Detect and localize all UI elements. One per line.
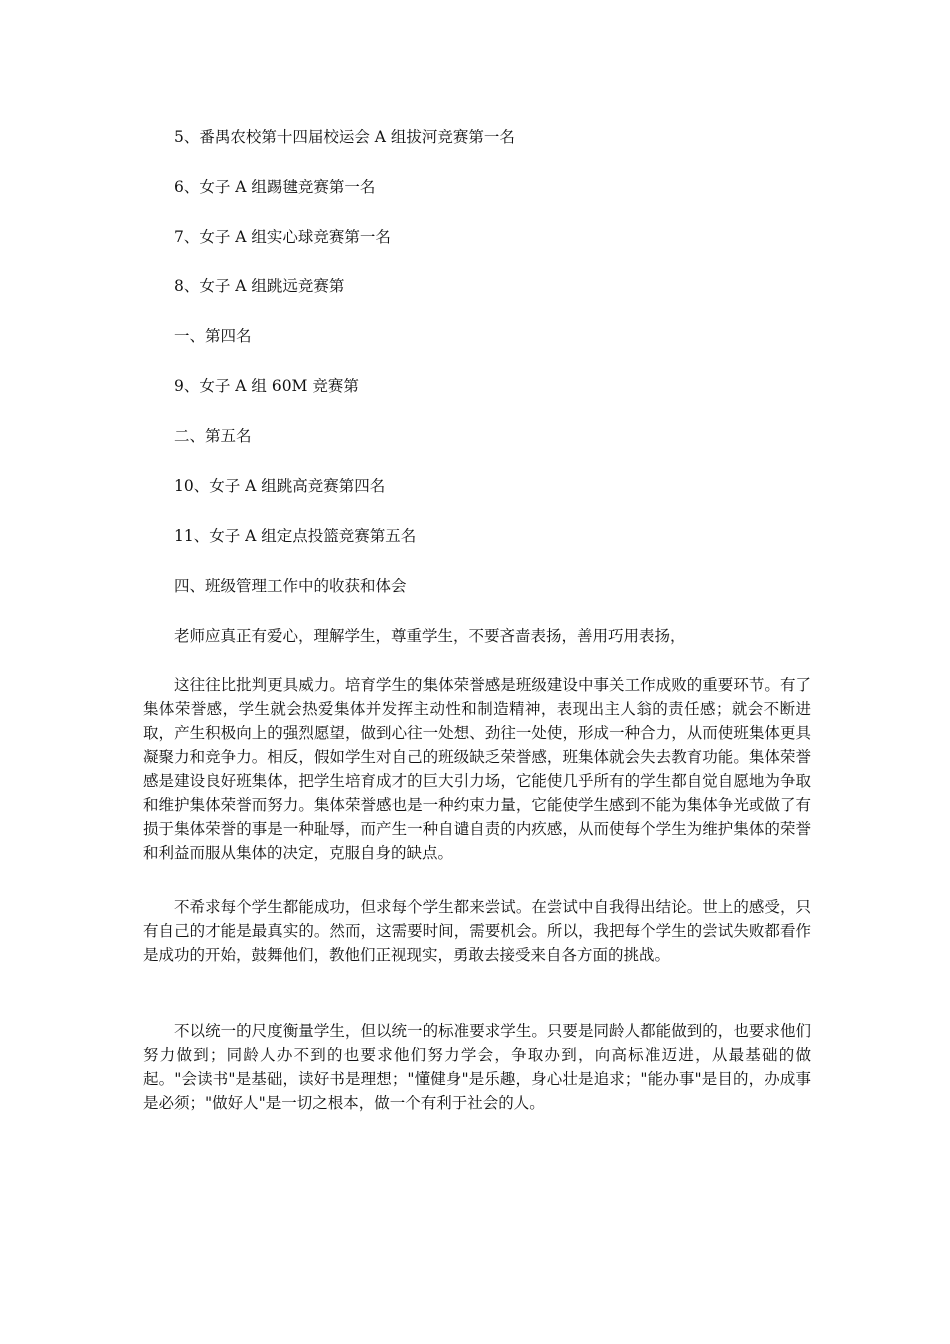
award-item-7: 7、女子 A 组实心球竞赛第一名 [174,228,391,246]
section-heading: 四、班级管理工作中的收获和体会 [174,577,407,595]
award-item-11: 11、女子 A 组定点投篮竞赛第五名 [174,527,417,545]
intro-line: 老师应真正有爱心，理解学生，尊重学生，不要吝啬表扬，善用巧用表扬， [174,627,686,645]
award-item-9: 9、女子 A 组 60M 竞赛第 [174,377,359,395]
paragraph-honor: 这往往比批判更具威力。培育学生的集体荣誉感是班级建设中事关工作成败的重要环节。有了集体荣誉感，学生就会热爱集体并发挥主动性和制造精神，表现出主人翁的责任感；就会不断进取，产生积极向上的强烈愿望，做到心往一处想、劲往一处使，形成一种合力，从而使班集体更具凝聚力和竞争力。相反，假如学生对自己的班级缺乏荣誉感，班集体就会失去教育功能。集体荣誉感是建设良好班集体，把学生培育成才的巨大引力场，它能使几乎所有的学生都自觉自愿地为争取和维护集体荣誉而努力。集体荣誉感也是一种约束力量，它能使学生感到不能为集体争光或做了有损于集体荣誉的事是一种耻辱，而产生一种自谴自责的内疚感，从而使每个学生为维护集体的荣誉和利益而服从集体的决定，克服自身的缺点。 [143,676,811,862]
award-item-8: 8、女子 A 组跳远竞赛第 [174,277,345,295]
paragraph-standard: 不以统一的尺度衡量学生，但以统一的标准要求学生。只要是同龄人都能做到的，也要求他们努力做到；同龄人办不到的也要求他们努力学会，争取办到，向高标准迈进，从最基础的做起。"会读书"是基础，读好书是理想；"懂健身"是乐趣，身心壮是追求；"能办事"是目的，办成事是必须；"做好人"是一切之根本，做一个有利于社会的人。 [143,1022,811,1112]
award-item-5: 5、番禺农校第十四届校运会 A 组拔河竞赛第一名 [174,128,515,146]
paragraph-attempt: 不希求每个学生都能成功，但求每个学生都来尝试。在尝试中自我得出结论。世上的感受，只有自己的才能是最真实的。然而，这需要时间，需要机会。所以，我把每个学生的尝试失败都看作是成功的开始，鼓舞他们，教他们正视现实，勇敢去接受来自各方面的挑战。 [143,898,811,964]
award-item-8-continued: 一、第四名 [174,327,252,345]
award-item-10: 10、女子 A 组跳高竞赛第四名 [174,477,386,495]
award-item-6: 6、女子 A 组踢毽竞赛第一名 [174,178,376,196]
award-item-9-continued: 二、第五名 [174,427,252,445]
